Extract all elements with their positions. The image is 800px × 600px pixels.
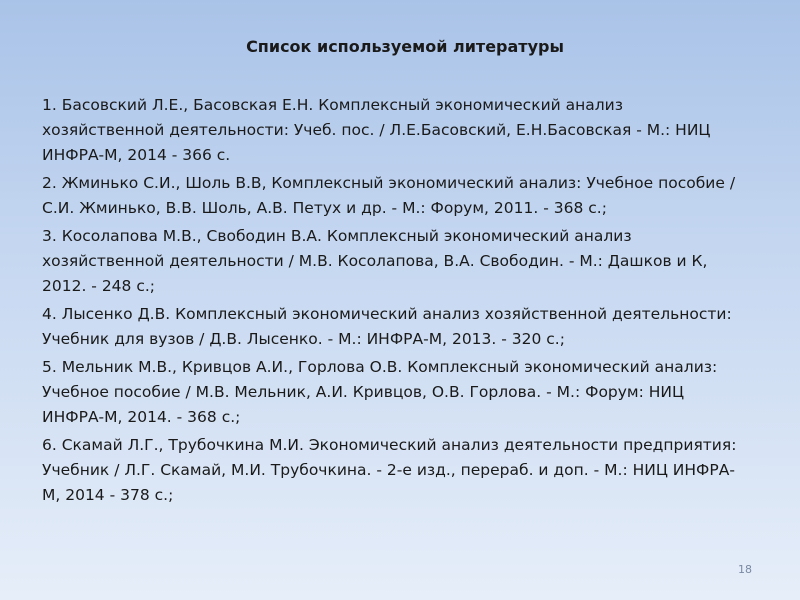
reference-item: 2. Жминько С.И., Шоль В.В, Комплексный экономический анализ: Учебное пособие / С.И. Жминько, В.В. Шоль, А.В. Петух и др. - М.: Форум, 2011. - 368 с.;: [42, 174, 736, 217]
reference-item: 1. Басовский Л.Е., Басовская Е.Н. Комплексный экономический анализ хозяйственной деятельности: Учеб. пос. / Л.Е.Басовский, Е.Н.Басовская - М.: НИЦ ИНФРА-М, 2014 - 366 с.: [42, 96, 711, 164]
page-number: 18: [738, 563, 752, 576]
reference-item: 5. Мельник М.В., Кривцов А.И., Горлова О.В. Комплексный экономический анализ: Учебное пособие / М.В. Мельник, А.И. Кривцов, О.В. Горлова. - М.: Форум: НИЦ ИНФРА-М, 2014. - 368 с.;: [42, 358, 718, 426]
reference-item: 3. Косолапова М.В., Свободин В.А. Комплексный экономический анализ хозяйственной деятельности / М.В. Косолапова, В.А. Свободин. - М.: Дашков и К, 2012. - 248 с.;: [42, 227, 708, 295]
reference-list: [42, 93, 742, 511]
reference-item: 4. Лысенко Д.В. Комплексный экономический анализ хозяйственной деятельности: Учебник для вузов / Д.В. Лысенко. - М.: ИНФРА-М, 2013. - 320 с.;: [42, 305, 732, 348]
slide-title: Список используемой литературы: [246, 37, 564, 56]
reference-item: 6. Скамай Л.Г., Трубочкина М.И. Экономический анализ деятельности предприятия: Учебник / Л.Г. Скамай, М.И. Трубочкина. - 2-е изд., перераб. и доп. - М.: НИЦ ИНФРА-М, 2014 - 378 с.;: [42, 436, 737, 504]
